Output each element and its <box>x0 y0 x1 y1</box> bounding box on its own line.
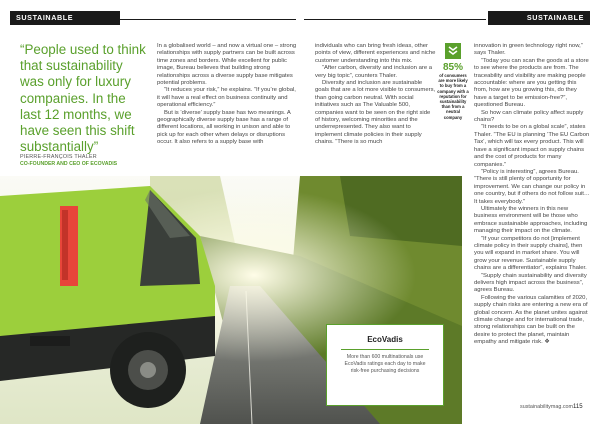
paragraph: But is ‘diverse’ supply base has two meanings. A geographically diverse supply base has a range of different locations, all working in unison and able to pick up for each other when delays or disruptions occur. It also refers to a supply base with <box>157 109 291 146</box>
article-column-2 <box>315 43 436 147</box>
paragraph: Diversity and inclusion are sustainable goals that are a lot more visible to consumers, than going carbon neutral. With social initiatives such as The Valuable 500, companies want to be seen on the right side of history, welcoming minorities and the underrepresented. They also want to implement climate policies in their supply chains. “There is so much <box>315 80 436 146</box>
divider <box>341 349 429 350</box>
paragraph: Following the various calamities of 2020, supply chain risks are entering a new era of global concern. As the planet unites against climate change and for international trade, strong relationships can be built on the desire to protect the planet, maintain empathy and mitigate risk. ❖ <box>474 294 588 346</box>
ecovadis-text: More than 600 multinationals use EcoVadis ratings each day to make risk-free purchasing decisions <box>344 354 426 374</box>
paragraph: “It needs to be on a global scale”, states Thaler. “The EU is planning ‘The EU Carbon Tax’, which will tax every product. This will have a significant impact on supply chains and the cost of products for many companies.” <box>474 124 590 168</box>
paragraph: In a globalised world – and now a virtual one – strong relationships with supply partners can be built across time zones and borders. While excellent for public image, Bureau believes that building strong relationships across a diverse supply base mitigates potential problems. <box>157 43 297 87</box>
paragraph: “It reduces your risk,” he explains. “If you’re global, it will have a real effect on business continuity and operational efficiency.” <box>157 87 296 109</box>
paragraph: Ultimately the winners in this new business environment will be those who embrace sustainable approaches, including managing their impact on the climate. <box>474 205 588 235</box>
pull-quote: “People used to think that sustainability was only for luxury companies. In the last 12 months, we have seen this shift substantially” <box>20 42 146 155</box>
stat-description: of consumers are more likely to buy from a company with a reputation for sustainability than from a neutral company <box>437 73 469 120</box>
paragraph: “If your competitors do not [implement climate policy in their supply chains], then you will expand in market share. You will grow your revenue. Sustainable supply chains are a differentiator”, explains Thaler. <box>474 235 587 272</box>
ecovadis-title: EcoVadis <box>367 335 403 344</box>
header-rule-right <box>304 19 486 20</box>
paragraph: innovation in green technology right now,” says Thaler. <box>474 43 583 57</box>
quote-author <box>20 154 150 168</box>
stat-value: 85% <box>442 62 463 73</box>
paragraph: individuals who can bring fresh ideas, other points of view, different experiences and niche customer understanding into this mix. <box>315 43 436 64</box>
author-name: PIERRE-FRANÇOIS THALER <box>20 154 97 160</box>
paragraph: “Supply chain sustainability and diversity delivers high impact across the business”, agrees Bureau. <box>474 272 587 294</box>
paragraph: “After carbon, diversity and inclusion are a very big topic”, counters Thaler. <box>315 65 433 79</box>
paragraph: So how can climate policy affect supply chains? <box>474 109 584 124</box>
footer-url[interactable]: sustainabilitymag.com <box>520 404 574 410</box>
section-tag-left: SUSTAINABLE SOURCING <box>10 11 120 25</box>
ecovadis-box <box>326 324 444 406</box>
page-number: 115 <box>573 404 583 410</box>
article-column-3 <box>474 43 590 347</box>
header-rule-left <box>118 19 296 20</box>
paragraph: “Policy is interesting”, agrees Bureau. “There is still plenty of opportunity for improvement. We can change our policy in one country, but if others do not follow suit… It takes everybody.” <box>474 168 590 205</box>
stat-callout <box>437 43 469 120</box>
section-tag-right: SUSTAINABLE SOURCING <box>488 11 590 25</box>
author-role: CO-FOUNDER AND CEO OF ECOVADIS <box>20 161 118 167</box>
chevron-badge-icon <box>445 43 461 59</box>
paragraph: “Today you can scan the goods at a store to see where the products are from. The traceability and visibility are making people accountable: where are you getting this from, how are you growing this, do they have a target to be emission-free?”, questioned Bureau. <box>474 57 589 109</box>
article-column-1 <box>157 43 299 147</box>
